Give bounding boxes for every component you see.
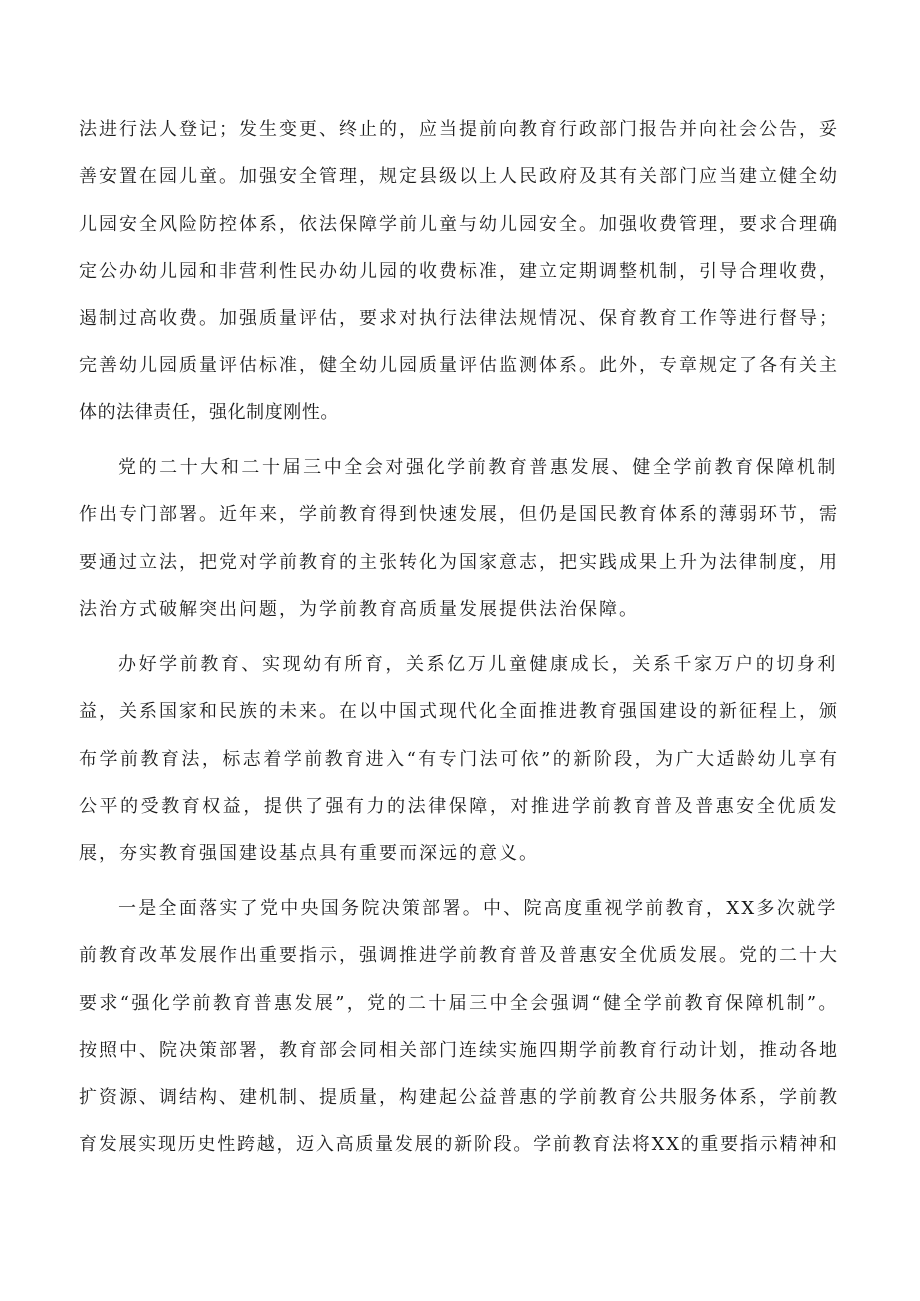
- text-line: 完善幼儿园质量评估标准，健全幼儿园质量评估监测体系。此外，专章规定了各有关主: [79, 355, 839, 376]
- text-line: 按照中、院决策部署，教育部会同相关部门连续实施四期学前教育行动计划，推动各地: [79, 1040, 839, 1061]
- text-line: 法治方式破解突出问题，为学前教育高质量发展提供法治保障。: [79, 599, 639, 620]
- text-line: 要求“强化学前教育普惠发展”，党的二十届三中全会强调“健全学前教育保障机制”。: [79, 993, 839, 1014]
- text-line: 作出专门部署。近年来，学前教育得到快速发展，但仍是国民教育体系的薄弱环节，需: [79, 504, 839, 525]
- text-line: 遏制过高收费。加强质量评估，要求对执行法律法规情况、保育教育工作等进行督导；: [79, 308, 839, 329]
- paragraph-first-line: 一是全面落实了党中央国务院决策部署。中、院高度重视学前教育，XX多次就学: [118, 898, 838, 919]
- text-line: 益，关系国家和民族的未来。在以中国式现代化全面推进教育强国建设的新征程上，颁: [79, 701, 839, 722]
- text-line: 要通过立法，把党对学前教育的主张转化为国家意志，把实践成果上升为法律制度，用: [79, 552, 839, 573]
- text-line: 法进行法人登记；发生变更、终止的，应当提前向教育行政部门报告并向社会公告，妥: [79, 119, 839, 140]
- text-line: 公平的受教育权益，提供了强有力的法律保障，对推进学前教育普及普惠安全优质发: [79, 796, 840, 817]
- text-line: 儿园安全风险防控体系，依法保障学前儿童与幼儿园安全。加强收费管理，要求合理确: [79, 214, 839, 235]
- text-line: 定公办幼儿园和非营利性民办幼儿园的收费标准，建立定期调整机制，引导合理收费，: [79, 261, 839, 282]
- text-line: 扩资源、调结构、建机制、提质量，构建起公益普惠的学前教育公共服务体系，学前教: [79, 1087, 839, 1108]
- text-line: 展，夯实教育强国建设基点具有重要而深远的意义。: [79, 843, 539, 864]
- paragraph-first-line: 办好学前教育、实现幼有所育，关系亿万儿童健康成长，关系千家万户的切身利: [118, 654, 838, 675]
- paragraph-first-line: 党的二十大和二十届三中全会对强化学前教育普惠发展、健全学前教育保障机制: [118, 457, 838, 478]
- text-line: 布学前教育法，标志着学前教育进入“有专门法可依”的新阶段，为广大适龄幼儿享有: [79, 749, 840, 770]
- text-line: 善安置在园儿童。加强安全管理，规定县级以上人民政府及其有关部门应当建立健全幼: [79, 166, 839, 187]
- text-line: 育发展实现历史性跨越，迈入高质量发展的新阶段。学前教育法将XX的重要指示精神和: [79, 1134, 839, 1155]
- text-line: 前教育改革发展作出重要指示，强调推进学前教育普及普惠安全优质发展。党的二十大: [79, 945, 839, 966]
- text-line: 体的法律责任，强化制度刚性。: [79, 402, 339, 423]
